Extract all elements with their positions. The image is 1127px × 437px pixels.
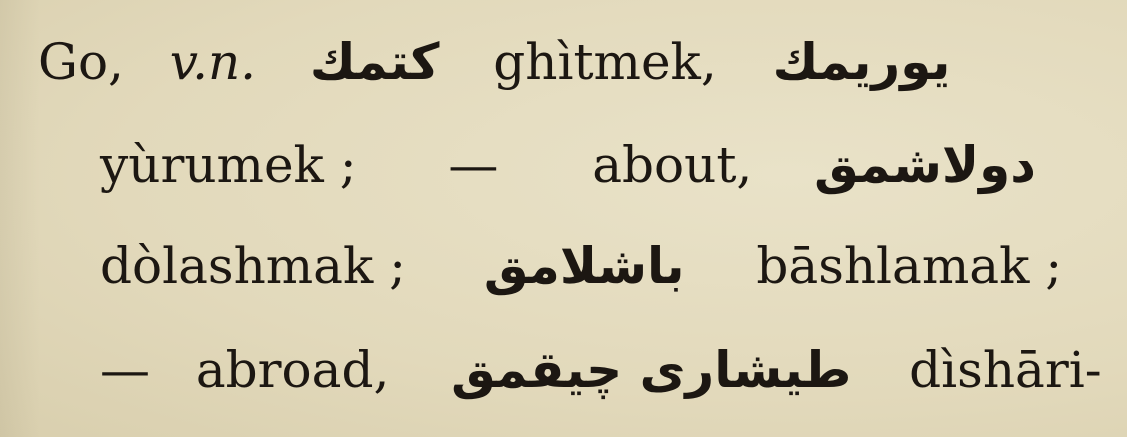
arabic-word-yurumek: یوریمك bbox=[772, 33, 951, 91]
entry-line-4 bbox=[100, 340, 1102, 400]
transliteration-ghitmek: ghìtmek, bbox=[493, 33, 717, 91]
transliteration-dishari: dìshāri- bbox=[909, 341, 1102, 399]
phrase-about: about, bbox=[592, 136, 753, 194]
entry-line-3 bbox=[100, 236, 1062, 296]
transliteration-bashlamak: bāshlamak ; bbox=[756, 237, 1063, 295]
em-dash: — bbox=[100, 341, 150, 399]
arabic-word-ghitmek: کتمك bbox=[309, 33, 440, 91]
arabic-word-bashlamak: باشلامق bbox=[483, 237, 685, 295]
entry-line-1 bbox=[38, 32, 950, 92]
transliteration-yurumek: yùrumek ; bbox=[100, 136, 357, 194]
em-dash: — bbox=[448, 136, 499, 194]
part-of-speech: v.n. bbox=[169, 33, 257, 91]
transliteration-dolashmak: dòlashmak ; bbox=[100, 237, 407, 295]
headword: Go, bbox=[38, 33, 124, 91]
arabic-phrase-dishari-chikmak: طیشاری چیقمق bbox=[451, 341, 852, 399]
phrase-abroad: abroad, bbox=[195, 341, 390, 399]
arabic-word-dolashmak: دولاشمق bbox=[814, 136, 1036, 194]
entry-line-2 bbox=[100, 135, 1036, 195]
